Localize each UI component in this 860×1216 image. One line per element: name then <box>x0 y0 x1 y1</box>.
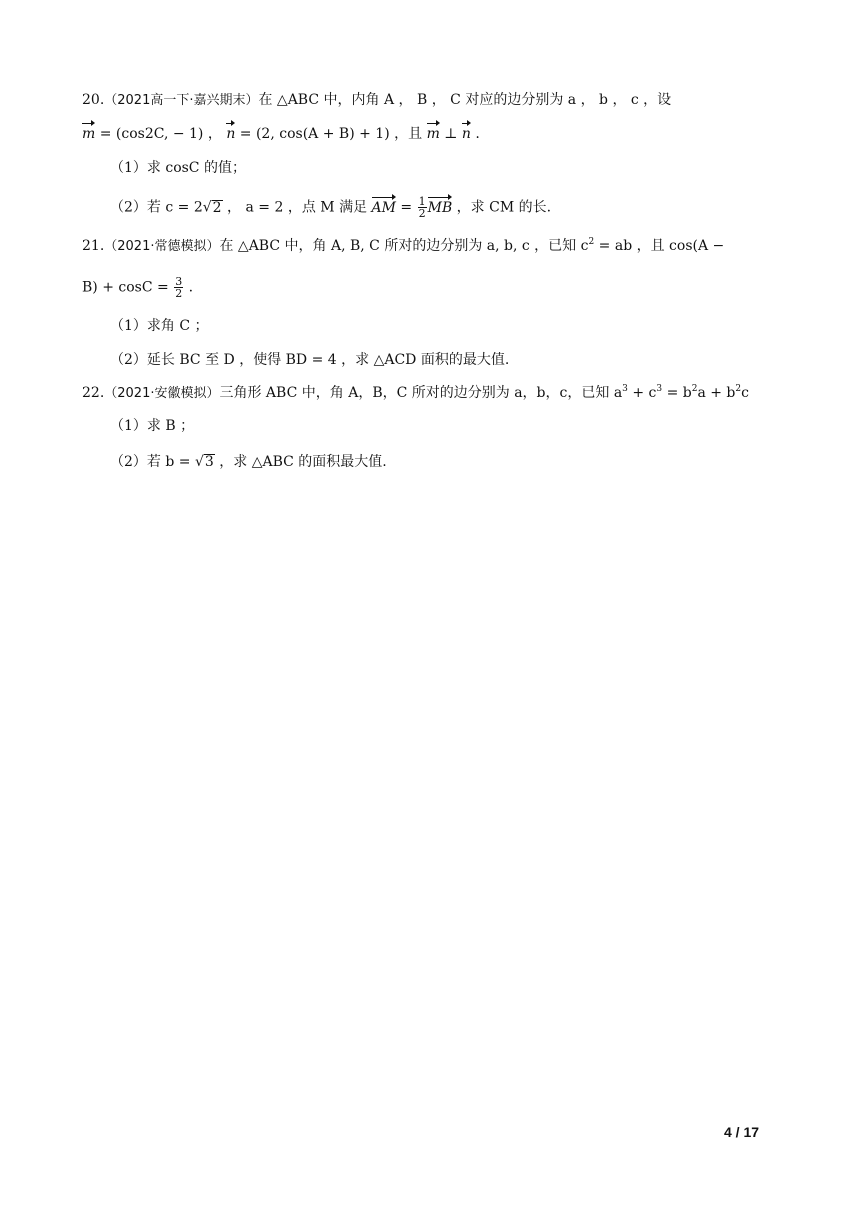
q22-stem-line1 <box>82 383 749 404</box>
frac-denominator: 2 <box>418 207 426 220</box>
q21-stem2-text-a: B) + cosC = <box>82 279 174 296</box>
q20-part2-text-b: ， a = 2 ，点 M 满足 <box>222 199 372 216</box>
q22-stem-text-e: c <box>741 385 749 401</box>
vector-m-perp: m <box>426 126 440 142</box>
q21-stem-text-b: = ab ，且 cos(A − <box>594 238 725 254</box>
q21-source: （2021·常德模拟） <box>104 239 220 254</box>
q20-source: （2021高一下·嘉兴期末） <box>104 93 259 108</box>
q22-part2-text-a: （2）若 b = <box>110 454 195 470</box>
frac-denominator: 2 <box>175 287 183 300</box>
q20-stem-line1 <box>82 90 671 111</box>
q22-stem-text-b: + c <box>627 385 657 401</box>
vector-AM: AM <box>371 199 396 216</box>
vector-MB: MB <box>427 199 453 216</box>
q20-sqrt-2: 2 <box>212 199 222 216</box>
q22-exp-d: 2 <box>735 384 742 394</box>
q22-part2: （2）若 b = √3 ，求 △ABC 的面积最大值. <box>110 454 387 470</box>
q21-stem-text-a: 在 △ABC 中，角 A, B, C 所对的边分别为 a, b, c ，已知 c <box>219 238 589 254</box>
q22-exp-c: 2 <box>691 384 698 394</box>
q20-stem-line2 <box>82 124 480 144</box>
q20-m-value: = (cos2C, − 1) ， <box>95 126 222 142</box>
q20-end: . <box>470 126 480 142</box>
q21-stem-line2 <box>82 276 193 299</box>
q22-source: （2021·安徽模拟） <box>104 386 220 401</box>
q20-stem-text: 在 △ABC 中，内角 A ， B ， C 对应的边分别为 a ， b ， c ，设 <box>258 92 672 108</box>
fraction-one-half <box>418 196 427 219</box>
q22-exp-a: 3 <box>622 384 628 394</box>
perp-symbol: ⊥ <box>439 126 462 142</box>
fraction-three-half <box>174 276 183 299</box>
vector-n: n <box>226 126 236 142</box>
q22-stem-text-a: 三角形 ABC 中，角 A，B，C 所对的边分别为 a，b，c，已知 a <box>219 385 623 401</box>
q21-part1: （1）求角 C ； <box>110 318 209 334</box>
q20-number: 20. <box>82 92 105 108</box>
q22-sqrt-3: 3 <box>204 454 214 470</box>
frac-numerator: 1 <box>418 195 426 208</box>
page-number: 4 / 17 <box>724 1124 760 1140</box>
frac-numerator: 3 <box>175 275 183 288</box>
q22-stem-text-d: a + b <box>697 385 736 401</box>
q20-part2: （2）若 c = 2√2 ， a = 2 ，点 M 满足 AM = $\frac{1}{2}$ MB ，求 CM 的长. <box>110 195 552 220</box>
q22-exp-b: 3 <box>656 384 663 394</box>
q20-part2-text-c: ，求 CM 的长. <box>452 199 552 216</box>
q21-exponent: 2 <box>588 237 595 247</box>
vector-m: m <box>82 126 96 142</box>
q20-equals: = <box>395 199 417 216</box>
q22-part1: （1）求 B ； <box>110 418 195 434</box>
q21-part2: （2）延长 BC 至 D ，使得 BD = 4 ，求 △ACD 面积的最大值. <box>110 352 510 368</box>
q22-stem-text-c: = b <box>662 385 692 401</box>
q21-number: 21. <box>82 238 105 254</box>
q20-part1: （1）求 cosC 的值； <box>110 160 246 176</box>
q20-n-value: = (2, cos(A + B) + 1) ，且 <box>235 126 427 142</box>
q22-part2-text-b: ，求 △ABC 的面积最大值. <box>214 454 387 470</box>
vector-n-perp: n <box>461 126 471 142</box>
q22-number: 22. <box>82 385 105 401</box>
q20-part2-text-a: （2）若 c = 2 <box>110 199 203 216</box>
q21-stem-line1 <box>82 236 724 257</box>
q21-stem2-text-b: . <box>184 279 194 296</box>
